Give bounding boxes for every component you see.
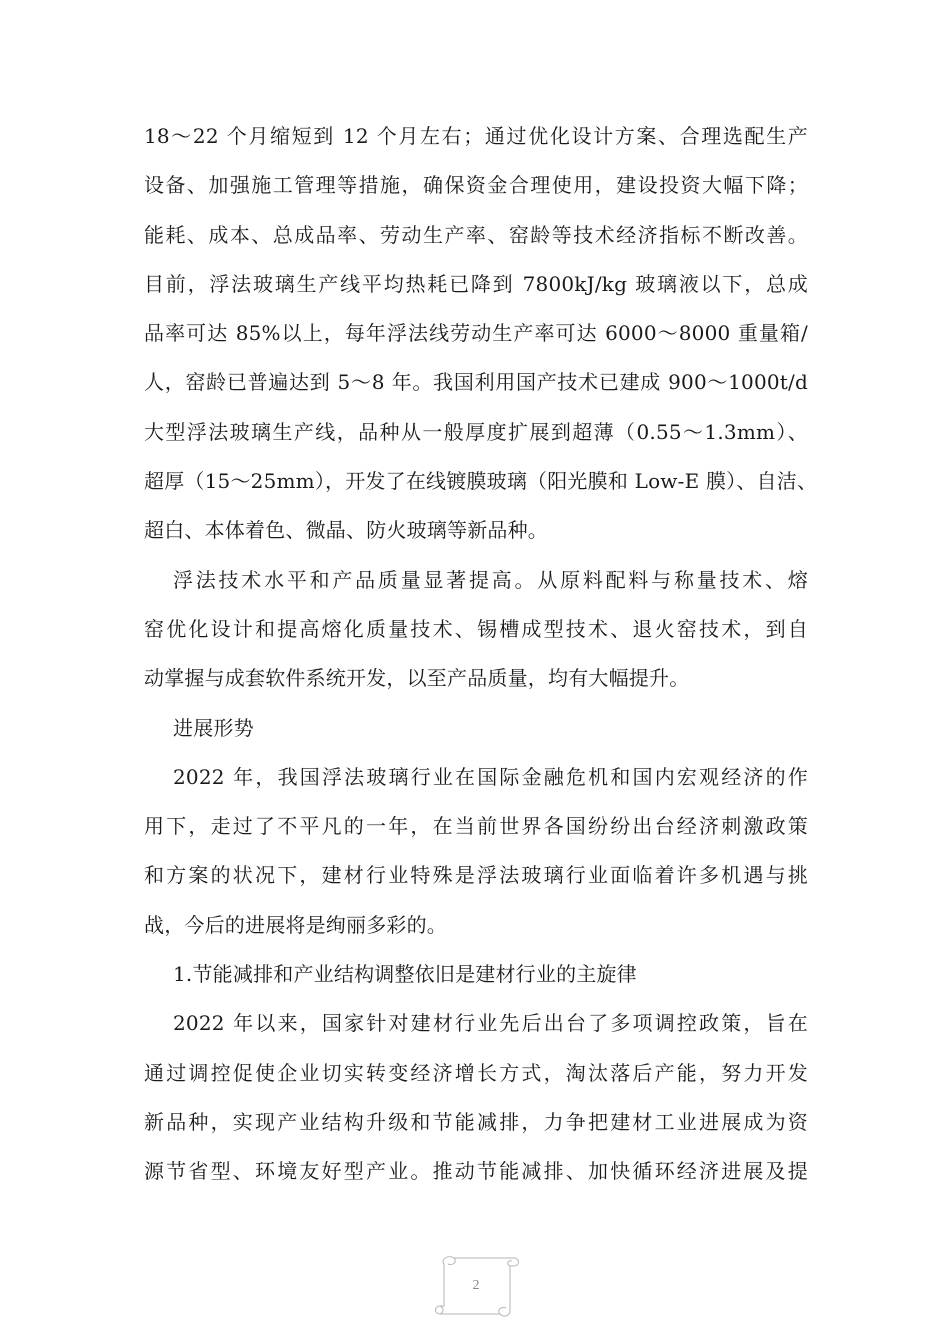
text-line: 大型浮法玻璃生产线，品种从一般厚度扩展到超薄（0.55～1.3mm）、 [144, 419, 808, 444]
text-line: 源节省型、环境友好型产业。推动节能减排、加快循环经济进展及提 [144, 1159, 808, 1184]
text-line: 新品种，实现产业结构升级和节能减排，力争把建材工业进展成为资 [144, 1109, 808, 1134]
text-line: 动掌握与成套软件系统开发，以至产品质量，均有大幅提升。 [144, 666, 690, 691]
text-line: 窑优化设计和提高熔化质量技术、锡槽成型技术、退火窑技术，到自 [144, 616, 808, 641]
text-line: 18～22 个月缩短到 12 个月左右；通过优化设计方案、合理选配生产 [144, 124, 808, 148]
text-line: 超白、本体着色、微晶、防火玻璃等新品种。 [144, 518, 548, 543]
text-line: 品率可达 85%以上，每年浮法线劳动生产率可达 6000～8000 重量箱/ [144, 321, 808, 346]
text-line: 和方案的状况下，建材行业特殊是浮法玻璃行业面临着许多机遇与挑 [144, 863, 808, 888]
text-line: 人，窑龄已普遍达到 5～8 年。我国利用国产技术已建成 900～1000t/d [144, 370, 808, 395]
text-line: 战，今后的进展将是绚丽多彩的。 [144, 912, 447, 937]
page-footer [430, 1252, 522, 1322]
text-line: 2022 年，我国浮法玻璃行业在国际金融危机和国内宏观经济的作 [173, 764, 808, 789]
text-line: 进展形势 [173, 715, 254, 740]
text-line: 1.节能减排和产业结构调整依旧是建材行业的主旋律 [173, 962, 637, 987]
text-line: 浮法技术水平和产品质量显著提高。从原料配料与称量技术、熔 [173, 567, 808, 592]
page-number: 2 [472, 1278, 480, 1293]
text-line: 2022 年以来，国家针对建材行业先后出台了多项调控政策，旨在 [173, 1011, 808, 1036]
text-line: 超厚（15～25mm），开发了在线镀膜玻璃（阳光膜和 Low-E 膜）、自洁、 [144, 469, 818, 494]
text-line: 用下，走过了不平凡的一年，在当前世界各国纷纷出台经济刺激政策 [144, 814, 808, 839]
document-body [144, 112, 818, 1197]
text-line: 设备、加强施工管理等措施，确保资金合理使用，建设投资大幅下降； [144, 173, 808, 198]
text-line: 通过调控促使企业切实转变经济增长方式，淘汰落后产能，努力开发 [144, 1060, 808, 1085]
text-line: 能耗、成本、总成品率、劳动生产率、窑龄等技术经济指标不断改善。 [144, 222, 808, 247]
text-line: 目前，浮法玻璃生产线平均热耗已降到 7800kJ/kg 玻璃液以下，总成 [144, 271, 808, 296]
